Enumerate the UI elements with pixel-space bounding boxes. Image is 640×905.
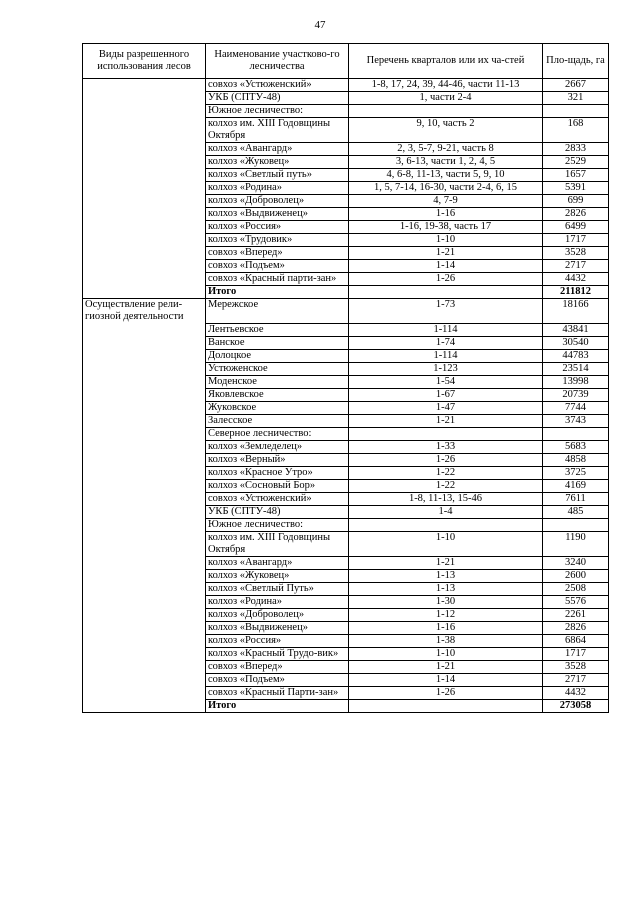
- area-cell: 2261: [543, 608, 609, 621]
- area-cell: 7744: [543, 401, 609, 414]
- name-cell: Лентьевское: [206, 323, 349, 336]
- table-body: [83, 79, 609, 713]
- table-row: [83, 569, 609, 582]
- area-cell: 1657: [543, 169, 609, 182]
- name-cell: совхоз «Устюженский»: [206, 492, 349, 505]
- table-row: [83, 440, 609, 453]
- name-cell: колхоз «Верный»: [206, 453, 349, 466]
- area-cell: 3528: [543, 247, 609, 260]
- quarters-cell: 1-22: [349, 479, 543, 492]
- name-cell: совхоз «Вперед»: [206, 660, 349, 673]
- use-type-cell-empty: [83, 362, 206, 375]
- quarters-cell: 4, 6-8, 11-13, части 5, 9, 10: [349, 169, 543, 182]
- quarters-cell: [349, 518, 543, 531]
- use-type-cell-empty: [83, 286, 206, 299]
- use-type-cell-empty: [83, 466, 206, 479]
- use-type-cell-empty: [83, 182, 206, 195]
- use-type-cell-empty: [83, 323, 206, 336]
- quarters-cell: 1-21: [349, 414, 543, 427]
- use-type-cell-empty: [83, 221, 206, 234]
- name-cell: колхоз «Россия»: [206, 634, 349, 647]
- name-cell: совхоз «Подъем»: [206, 673, 349, 686]
- table-row: [83, 273, 609, 286]
- area-cell: 18166: [543, 299, 609, 324]
- use-type-cell-empty: [83, 647, 206, 660]
- use-type-cell-empty: [83, 569, 206, 582]
- area-cell: 2826: [543, 621, 609, 634]
- area-cell: 6499: [543, 221, 609, 234]
- table-row: [83, 492, 609, 505]
- quarters-cell: 1-74: [349, 336, 543, 349]
- use-type-cell-empty: [83, 686, 206, 699]
- use-type-cell-empty: [83, 518, 206, 531]
- area-cell: 4432: [543, 686, 609, 699]
- name-cell: совхоз «Красный Парти-зан»: [206, 686, 349, 699]
- quarters-cell: [349, 105, 543, 118]
- name-cell: колхоз им. XIII Годовщины Октября: [206, 531, 349, 556]
- table-row: [83, 531, 609, 556]
- quarters-cell: 2, 3, 5-7, 9-21, часть 8: [349, 143, 543, 156]
- name-cell: совхоз «Красный парти-зан»: [206, 273, 349, 286]
- quarters-cell: 1-10: [349, 647, 543, 660]
- quarters-cell: 1-13: [349, 582, 543, 595]
- area-cell: 4432: [543, 273, 609, 286]
- area-cell: 2529: [543, 156, 609, 169]
- table-row: [83, 647, 609, 660]
- table-row: [83, 221, 609, 234]
- quarters-cell: 1-114: [349, 349, 543, 362]
- table-row: [83, 518, 609, 531]
- use-type-cell-empty: [83, 143, 206, 156]
- area-cell: 321: [543, 92, 609, 105]
- name-cell: Мережское: [206, 299, 349, 324]
- use-type-cell-empty: [83, 401, 206, 414]
- quarters-cell: 1-14: [349, 673, 543, 686]
- total-row: [83, 286, 609, 299]
- name-cell: колхоз «Жуковец»: [206, 156, 349, 169]
- quarters-cell: 1-26: [349, 273, 543, 286]
- table-row: [83, 143, 609, 156]
- area-cell: [543, 427, 609, 440]
- name-cell: колхоз «Жуковец»: [206, 569, 349, 582]
- quarters-cell: 1-114: [349, 323, 543, 336]
- quarters-cell: 1-21: [349, 556, 543, 569]
- name-cell: совхоз «Вперед»: [206, 247, 349, 260]
- quarters-cell: 1-33: [349, 440, 543, 453]
- use-type-cell-empty: [83, 582, 206, 595]
- use-type-cell-empty: [83, 531, 206, 556]
- quarters-cell: 1-8, 11-13, 15-46: [349, 492, 543, 505]
- table-row: [83, 260, 609, 273]
- use-type-cell-empty: [83, 156, 206, 169]
- name-cell: Южное лесничество:: [206, 518, 349, 531]
- name-cell: колхоз «Родина»: [206, 182, 349, 195]
- use-type-cell-empty: [83, 427, 206, 440]
- name-cell: Северное лесничество:: [206, 427, 349, 440]
- table-row: [83, 349, 609, 362]
- quarters-cell: 1-21: [349, 660, 543, 673]
- name-cell: совхоз «Устюженский»: [206, 79, 349, 92]
- area-cell: 23514: [543, 362, 609, 375]
- area-cell: 211812: [543, 286, 609, 299]
- quarters-cell: 1-16: [349, 208, 543, 221]
- table-row: [83, 660, 609, 673]
- quarters-cell: 1-26: [349, 453, 543, 466]
- name-cell: Ванское: [206, 336, 349, 349]
- table-row: [83, 169, 609, 182]
- use-type-cell-empty: [83, 118, 206, 143]
- area-cell: 1717: [543, 647, 609, 660]
- quarters-cell: 1-54: [349, 375, 543, 388]
- use-type-cell-empty: [83, 699, 206, 712]
- table-row: [83, 208, 609, 221]
- table-row: [83, 79, 609, 92]
- table-row: [83, 156, 609, 169]
- area-cell: 2508: [543, 582, 609, 595]
- quarters-cell: 1-10: [349, 234, 543, 247]
- name-cell: УКБ (СПТУ-48): [206, 92, 349, 105]
- header-area: Пло-щадь, га: [543, 44, 609, 79]
- area-cell: 485: [543, 505, 609, 518]
- header-quarters: Перечень кварталов или их ча-стей: [349, 44, 543, 79]
- area-cell: 273058: [543, 699, 609, 712]
- quarters-cell: 1-67: [349, 388, 543, 401]
- area-cell: 2600: [543, 569, 609, 582]
- name-cell: Итого: [206, 286, 349, 299]
- use-type-cell-empty: [83, 595, 206, 608]
- table-row: [83, 621, 609, 634]
- name-cell: колхоз «Доброволец»: [206, 195, 349, 208]
- area-cell: 30540: [543, 336, 609, 349]
- name-cell: Залесское: [206, 414, 349, 427]
- name-cell: колхоз им. XIII Годовщины Октября: [206, 118, 349, 143]
- table-row: [83, 608, 609, 621]
- area-cell: 1190: [543, 531, 609, 556]
- table-row: [83, 595, 609, 608]
- use-type-cell-empty: [83, 479, 206, 492]
- table-row: [83, 466, 609, 479]
- quarters-cell: 3, 6-13, части 1, 2, 4, 5: [349, 156, 543, 169]
- quarters-cell: 4, 7-9: [349, 195, 543, 208]
- use-type-cell-empty: [83, 440, 206, 453]
- use-type-cell-empty: [83, 247, 206, 260]
- table-row: [83, 182, 609, 195]
- quarters-cell: 1, 5, 7-14, 16-30, части 2-4, 6, 15: [349, 182, 543, 195]
- area-cell: 2717: [543, 673, 609, 686]
- name-cell: УКБ (СПТУ-48): [206, 505, 349, 518]
- forest-use-table: [82, 43, 609, 713]
- use-type-cell-empty: [83, 621, 206, 634]
- use-type-cell-empty: [83, 208, 206, 221]
- quarters-cell: 1-16, 19-38, часть 17: [349, 221, 543, 234]
- quarters-cell: 1-73: [349, 299, 543, 324]
- area-cell: 13998: [543, 375, 609, 388]
- use-type-cell-empty: [83, 105, 206, 118]
- quarters-cell: 1-38: [349, 634, 543, 647]
- area-cell: 6864: [543, 634, 609, 647]
- table-row: [83, 247, 609, 260]
- area-cell: 20739: [543, 388, 609, 401]
- name-cell: Долоцкое: [206, 349, 349, 362]
- use-type-cell-empty: [83, 414, 206, 427]
- table-row: [83, 375, 609, 388]
- quarters-cell: [349, 699, 543, 712]
- name-cell: колхоз «Трудовик»: [206, 234, 349, 247]
- area-cell: 3725: [543, 466, 609, 479]
- table-row: [83, 299, 609, 324]
- area-cell: 2717: [543, 260, 609, 273]
- use-type-cell-empty: [83, 349, 206, 362]
- use-type-cell-empty: [83, 634, 206, 647]
- area-cell: 1717: [543, 234, 609, 247]
- area-cell: 7611: [543, 492, 609, 505]
- area-cell: 4858: [543, 453, 609, 466]
- name-cell: колхоз «Родина»: [206, 595, 349, 608]
- quarters-cell: 1-30: [349, 595, 543, 608]
- quarters-cell: 1-16: [349, 621, 543, 634]
- table-row: [83, 505, 609, 518]
- table-row: [83, 234, 609, 247]
- quarters-cell: 1-21: [349, 247, 543, 260]
- area-cell: [543, 105, 609, 118]
- name-cell: колхоз «Авангард»: [206, 556, 349, 569]
- use-type-cell-empty: [83, 195, 206, 208]
- area-cell: 5391: [543, 182, 609, 195]
- use-type-cell-empty: [83, 388, 206, 401]
- quarters-cell: 1-14: [349, 260, 543, 273]
- quarters-cell: [349, 286, 543, 299]
- quarters-cell: 1-4: [349, 505, 543, 518]
- name-cell: колхоз «Красное Утро»: [206, 466, 349, 479]
- quarters-cell: 1-22: [349, 466, 543, 479]
- use-type-cell-empty: [83, 660, 206, 673]
- table-row: [83, 336, 609, 349]
- area-cell: 3528: [543, 660, 609, 673]
- table-row: [83, 634, 609, 647]
- table-row: [83, 401, 609, 414]
- use-type-cell: Осуществление рели-гиозной деятельности: [83, 299, 206, 324]
- use-type-cell-empty: [83, 336, 206, 349]
- use-type-cell-empty: [83, 79, 206, 92]
- use-type-cell-empty: [83, 375, 206, 388]
- area-cell: 4169: [543, 479, 609, 492]
- use-type-cell-empty: [83, 92, 206, 105]
- use-type-cell-empty: [83, 608, 206, 621]
- use-type-cell-empty: [83, 169, 206, 182]
- area-cell: 5683: [543, 440, 609, 453]
- area-cell: [543, 518, 609, 531]
- table-row: [83, 582, 609, 595]
- name-cell: Яковлевское: [206, 388, 349, 401]
- name-cell: Устюженское: [206, 362, 349, 375]
- table-row: [83, 323, 609, 336]
- table-row: [83, 673, 609, 686]
- use-type-cell-empty: [83, 556, 206, 569]
- table-row: [83, 362, 609, 375]
- area-cell: 44783: [543, 349, 609, 362]
- area-cell: 2833: [543, 143, 609, 156]
- table-row: [83, 453, 609, 466]
- table-row: [83, 92, 609, 105]
- area-cell: 2826: [543, 208, 609, 221]
- quarters-cell: 1, части 2-4: [349, 92, 543, 105]
- area-cell: 168: [543, 118, 609, 143]
- area-cell: 699: [543, 195, 609, 208]
- use-type-cell-empty: [83, 273, 206, 286]
- name-cell: Южное лесничество:: [206, 105, 349, 118]
- table-row: [83, 414, 609, 427]
- table-row: [83, 556, 609, 569]
- header-use-type: Виды разрешенного использования лесов: [83, 44, 206, 79]
- name-cell: Моденское: [206, 375, 349, 388]
- quarters-cell: 1-10: [349, 531, 543, 556]
- use-type-cell-empty: [83, 453, 206, 466]
- table-row: [83, 427, 609, 440]
- quarters-cell: 1-12: [349, 608, 543, 621]
- page-number: 47: [314, 19, 326, 31]
- name-cell: Жуковское: [206, 401, 349, 414]
- name-cell: колхоз «Светлый путь»: [206, 169, 349, 182]
- table-row: [83, 686, 609, 699]
- total-row: [83, 699, 609, 712]
- table-row: [83, 118, 609, 143]
- area-cell: 43841: [543, 323, 609, 336]
- use-type-cell-empty: [83, 505, 206, 518]
- quarters-cell: 1-47: [349, 401, 543, 414]
- name-cell: колхоз «Доброволец»: [206, 608, 349, 621]
- use-type-cell-empty: [83, 260, 206, 273]
- use-type-cell-empty: [83, 492, 206, 505]
- area-cell: 3240: [543, 556, 609, 569]
- area-cell: 3743: [543, 414, 609, 427]
- table-row: [83, 479, 609, 492]
- name-cell: Итого: [206, 699, 349, 712]
- table-row: [83, 388, 609, 401]
- quarters-cell: 1-8, 17, 24, 39, 44-46, части 11-13: [349, 79, 543, 92]
- name-cell: колхоз «Выдвиженец»: [206, 621, 349, 634]
- name-cell: колхоз «Красный Трудо-вик»: [206, 647, 349, 660]
- name-cell: колхоз «Россия»: [206, 221, 349, 234]
- name-cell: колхоз «Сосновый Бор»: [206, 479, 349, 492]
- quarters-cell: 1-13: [349, 569, 543, 582]
- name-cell: совхоз «Подъем»: [206, 260, 349, 273]
- header-name: Наименование участково-го лесничества: [206, 44, 349, 79]
- table-header-row: [83, 44, 609, 79]
- quarters-cell: 1-123: [349, 362, 543, 375]
- quarters-cell: 1-26: [349, 686, 543, 699]
- name-cell: колхоз «Выдвиженец»: [206, 208, 349, 221]
- use-type-cell-empty: [83, 673, 206, 686]
- quarters-cell: [349, 427, 543, 440]
- area-cell: 2667: [543, 79, 609, 92]
- name-cell: колхоз «Авангард»: [206, 143, 349, 156]
- name-cell: колхоз «Земледелец»: [206, 440, 349, 453]
- area-cell: 5576: [543, 595, 609, 608]
- quarters-cell: 9, 10, часть 2: [349, 118, 543, 143]
- use-type-cell-empty: [83, 234, 206, 247]
- table-row: [83, 105, 609, 118]
- name-cell: колхоз «Светлый Путь»: [206, 582, 349, 595]
- table-row: [83, 195, 609, 208]
